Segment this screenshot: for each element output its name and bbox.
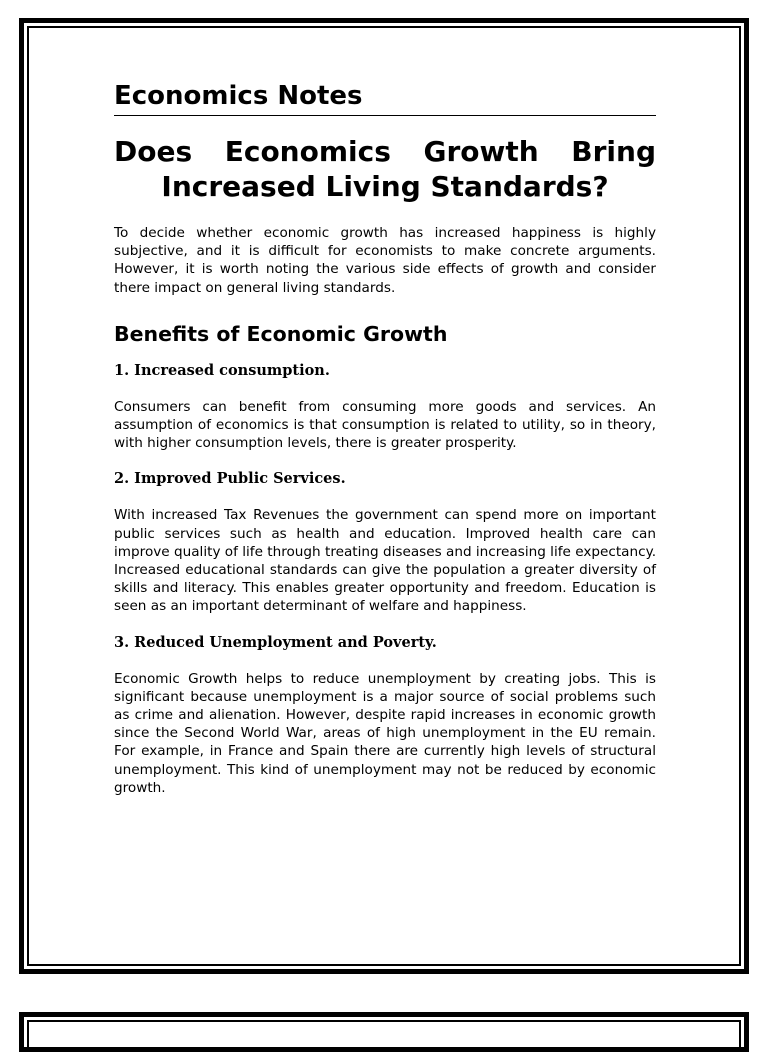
main-title: Does Economics Growth Bring Increased Living Standards?	[114, 135, 656, 203]
benefit-heading-unemployment: 3. Reduced Unemployment and Poverty.	[114, 633, 437, 651]
section-heading: Benefits of Economic Growth	[114, 321, 448, 346]
intro-paragraph: To decide whether economic growth has increased happiness is highly subjective, and it is difficult for economists to make concrete arguments. However, it is worth noting the various side effects of growth and consider there impact on general living standards.	[114, 225, 656, 296]
page-content	[114, 80, 656, 797]
benefit-text-consumption: Consumers can benefit from consuming more goods and services. An assumption of economics is that consumption is related to utility, so in theory, with higher consumption levels, there is greater prosperity.	[114, 398, 656, 452]
benefit-text-public-services: With increased Tax Revenues the government can spend more on important public services such as health and education. Improved health care can improve quality of life through treating diseases and increasing life expectancy. Increased educational standards can give the population a greater diversity of skills and literacy. This enables greater opportunity and freedom. Education is seen as an important determinant of welfare and happiness.	[114, 507, 657, 615]
benefit-text-unemployment: Economic Growth helps to reduce unemployment by creating jobs. This is significant because unemployment is a major source of social problems such as crime and alienation. However, despite rapid increases in economic growth since the Second World War, areas of high unemployment in the EU remain. For example, in France and Spain there are currently high levels of structural unemployment. This kind of unemployment may not be reduced by economic growth.	[114, 670, 656, 796]
benefit-heading-public-services: 2. Improved Public Services.	[114, 470, 346, 488]
next-page-border-outer	[19, 1012, 749, 1052]
header-title: Economics Notes	[114, 80, 656, 116]
next-page-border-inner	[27, 1020, 741, 1047]
benefit-heading-consumption: 1. Increased consumption.	[114, 361, 330, 379]
